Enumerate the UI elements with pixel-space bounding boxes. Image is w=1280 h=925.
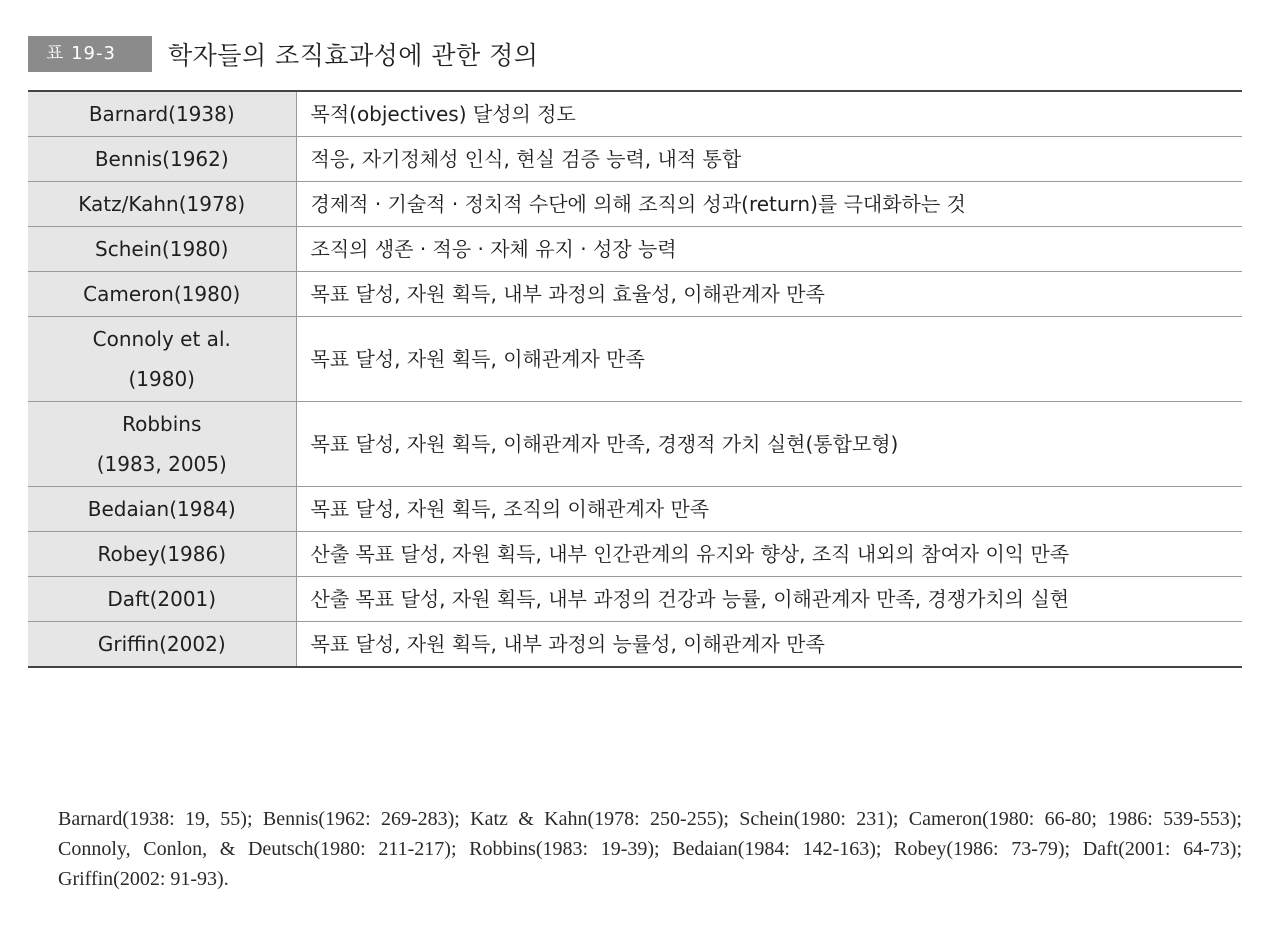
- table-row: [28, 137, 1242, 182]
- table-row: [28, 182, 1242, 227]
- definitions-table: [28, 90, 1242, 668]
- author-cell: Schein(1980): [28, 227, 296, 272]
- definition-cell: 목표 달성, 자원 획득, 이해관계자 만족: [310, 347, 645, 371]
- table-row: [28, 317, 1242, 402]
- table-caption: [28, 36, 538, 72]
- table-row: [28, 402, 1242, 487]
- author-cell: Griffin(2002): [28, 622, 296, 668]
- author-cell: Katz/Kahn(1978): [28, 182, 296, 227]
- definition-cell: 산출 목표 달성, 자원 획득, 내부 인간관계의 유지와 향상, 조직 내외의 참여자 이익 만족: [310, 542, 1070, 566]
- source-references: Barnard(1938: 19, 55); Bennis(1962: 269-283); Katz & Kahn(1978: 250-255); Schein(1980: 231); Cameron(1980: 66-80; 1986: 539-553); Connoly, Conlon, & Deutsch(1980: 211-217); Robbins(1983: 19-39); Bedaian(1984: 142-163); Robey(1986: 73-79); Daft(2001: 64-73); Griffin(2002: 91-93).: [58, 808, 1242, 890]
- definition-cell: 목표 달성, 자원 획득, 내부 과정의 효율성, 이해관계자 만족: [310, 282, 825, 306]
- table-row: [28, 91, 1242, 137]
- definition-cell: 목적(objectives) 달성의 정도: [310, 102, 576, 126]
- definition-cell: 목표 달성, 자원 획득, 이해관계자 만족, 경쟁적 가치 실현(통합모형): [310, 432, 899, 456]
- author-cell: Daft(2001): [28, 577, 296, 622]
- table-number-badge: 표 19-3: [28, 36, 152, 72]
- author-cell: Barnard(1938): [28, 91, 296, 137]
- author-cell: Robbins (1983, 2005): [28, 402, 296, 487]
- author-cell: Robey(1986): [28, 532, 296, 577]
- table-title: 학자들의 조직효과성에 관한 정의: [168, 41, 539, 70]
- table-row: [28, 532, 1242, 577]
- definition-cell: 목표 달성, 자원 획득, 내부 과정의 능률성, 이해관계자 만족: [310, 632, 825, 656]
- table-row: [28, 227, 1242, 272]
- table-row: [28, 272, 1242, 317]
- author-cell: Connoly et al. (1980): [28, 317, 296, 402]
- definition-cell: 적응, 자기정체성 인식, 현실 검증 능력, 내적 통합: [310, 147, 742, 171]
- table-row: [28, 622, 1242, 668]
- definition-cell: 경제적 · 기술적 · 정치적 수단에 의해 조직의 성과(return)를 극대화하는 것: [310, 192, 966, 216]
- author-cell: Cameron(1980): [28, 272, 296, 317]
- author-cell: Bedaian(1984): [28, 487, 296, 532]
- table-row: [28, 577, 1242, 622]
- table-row: [28, 487, 1242, 532]
- definition-cell: 조직의 생존 · 적응 · 자체 유지 · 성장 능력: [310, 237, 677, 261]
- definition-cell: 목표 달성, 자원 획득, 조직의 이해관계자 만족: [310, 497, 710, 521]
- author-cell: Bennis(1962): [28, 137, 296, 182]
- definition-cell: 산출 목표 달성, 자원 획득, 내부 과정의 건강과 능률, 이해관계자 만족, 경쟁가치의 실현: [310, 587, 1070, 611]
